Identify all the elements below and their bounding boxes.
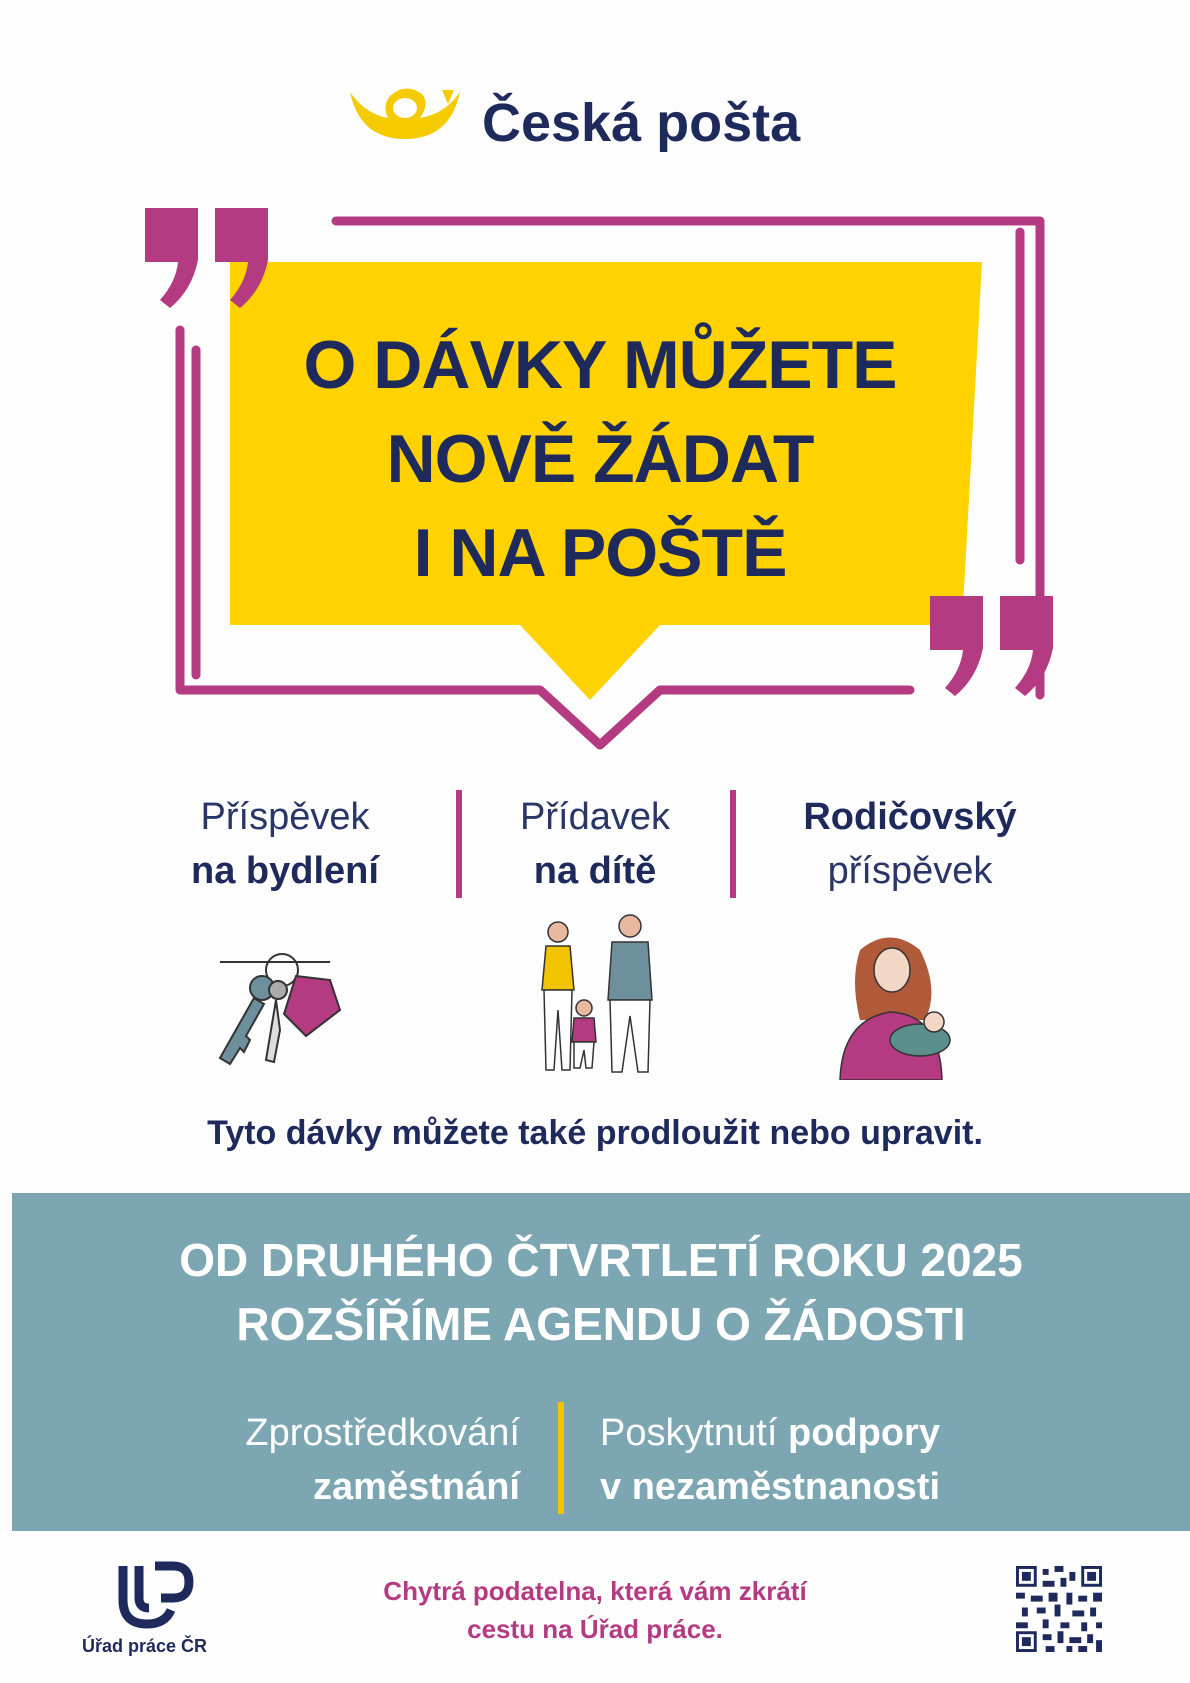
benefit-label: Přídavek bbox=[520, 796, 670, 838]
band-title-line: OD DRUHÉHO ČTVRTLETÍ ROKU 2025 bbox=[179, 1234, 1023, 1286]
tagline: Tyto dávky můžete také prodloužit nebo upravit. bbox=[207, 1114, 983, 1152]
benefit-label-bold: Rodičovský bbox=[803, 796, 1017, 838]
headline-line: I NA POŠTĚ bbox=[413, 515, 787, 591]
footer-slogan bbox=[320, 1572, 870, 1648]
service-unemployment bbox=[600, 1406, 1120, 1514]
keys-house-icon bbox=[210, 940, 370, 1080]
band-title bbox=[12, 1228, 1190, 1356]
service-label: Poskytnutí bbox=[600, 1412, 778, 1454]
service-label-bold: zaměstnání bbox=[313, 1466, 520, 1508]
band-title-line: ROZŠÍŘÍME AGENDU O ŽÁDOSTI bbox=[236, 1298, 966, 1350]
divider bbox=[730, 790, 736, 898]
service-employment bbox=[120, 1406, 520, 1514]
benefit-label: Příspěvek bbox=[200, 796, 370, 838]
headline-line: O DÁVKY MŮŽETE bbox=[303, 327, 897, 403]
benefit-child bbox=[450, 790, 740, 898]
mother-baby-icon bbox=[830, 930, 980, 1080]
family-icon bbox=[520, 910, 680, 1080]
benefit-label: příspěvek bbox=[827, 850, 993, 892]
open-quote-icon bbox=[145, 208, 268, 308]
service-label-bold: podpory bbox=[787, 1412, 940, 1454]
benefit-housing bbox=[140, 790, 430, 898]
service-label: Zprostředkování bbox=[245, 1412, 520, 1454]
qr-code-icon[interactable] bbox=[1016, 1566, 1102, 1652]
benefit-label-bold: na dítě bbox=[533, 850, 657, 892]
org-name: Úřad práce ČR bbox=[82, 1636, 208, 1656]
footer-line: Chytrá podatelna, která vám zkrátí bbox=[383, 1576, 807, 1606]
up-logo-icon bbox=[115, 1560, 195, 1632]
benefit-parental bbox=[765, 790, 1055, 898]
benefit-label-bold: na bydlení bbox=[191, 850, 379, 892]
service-label-bold: v nezaměstnanosti bbox=[600, 1466, 940, 1508]
close-quote-icon bbox=[930, 596, 1053, 696]
divider bbox=[558, 1402, 564, 1514]
headline bbox=[230, 318, 970, 600]
headline-line: NOVĚ ŽÁDAT bbox=[386, 421, 814, 497]
brand-name: Česká pošta bbox=[482, 93, 801, 153]
footer-line: cestu na Úřad práce. bbox=[467, 1614, 723, 1644]
